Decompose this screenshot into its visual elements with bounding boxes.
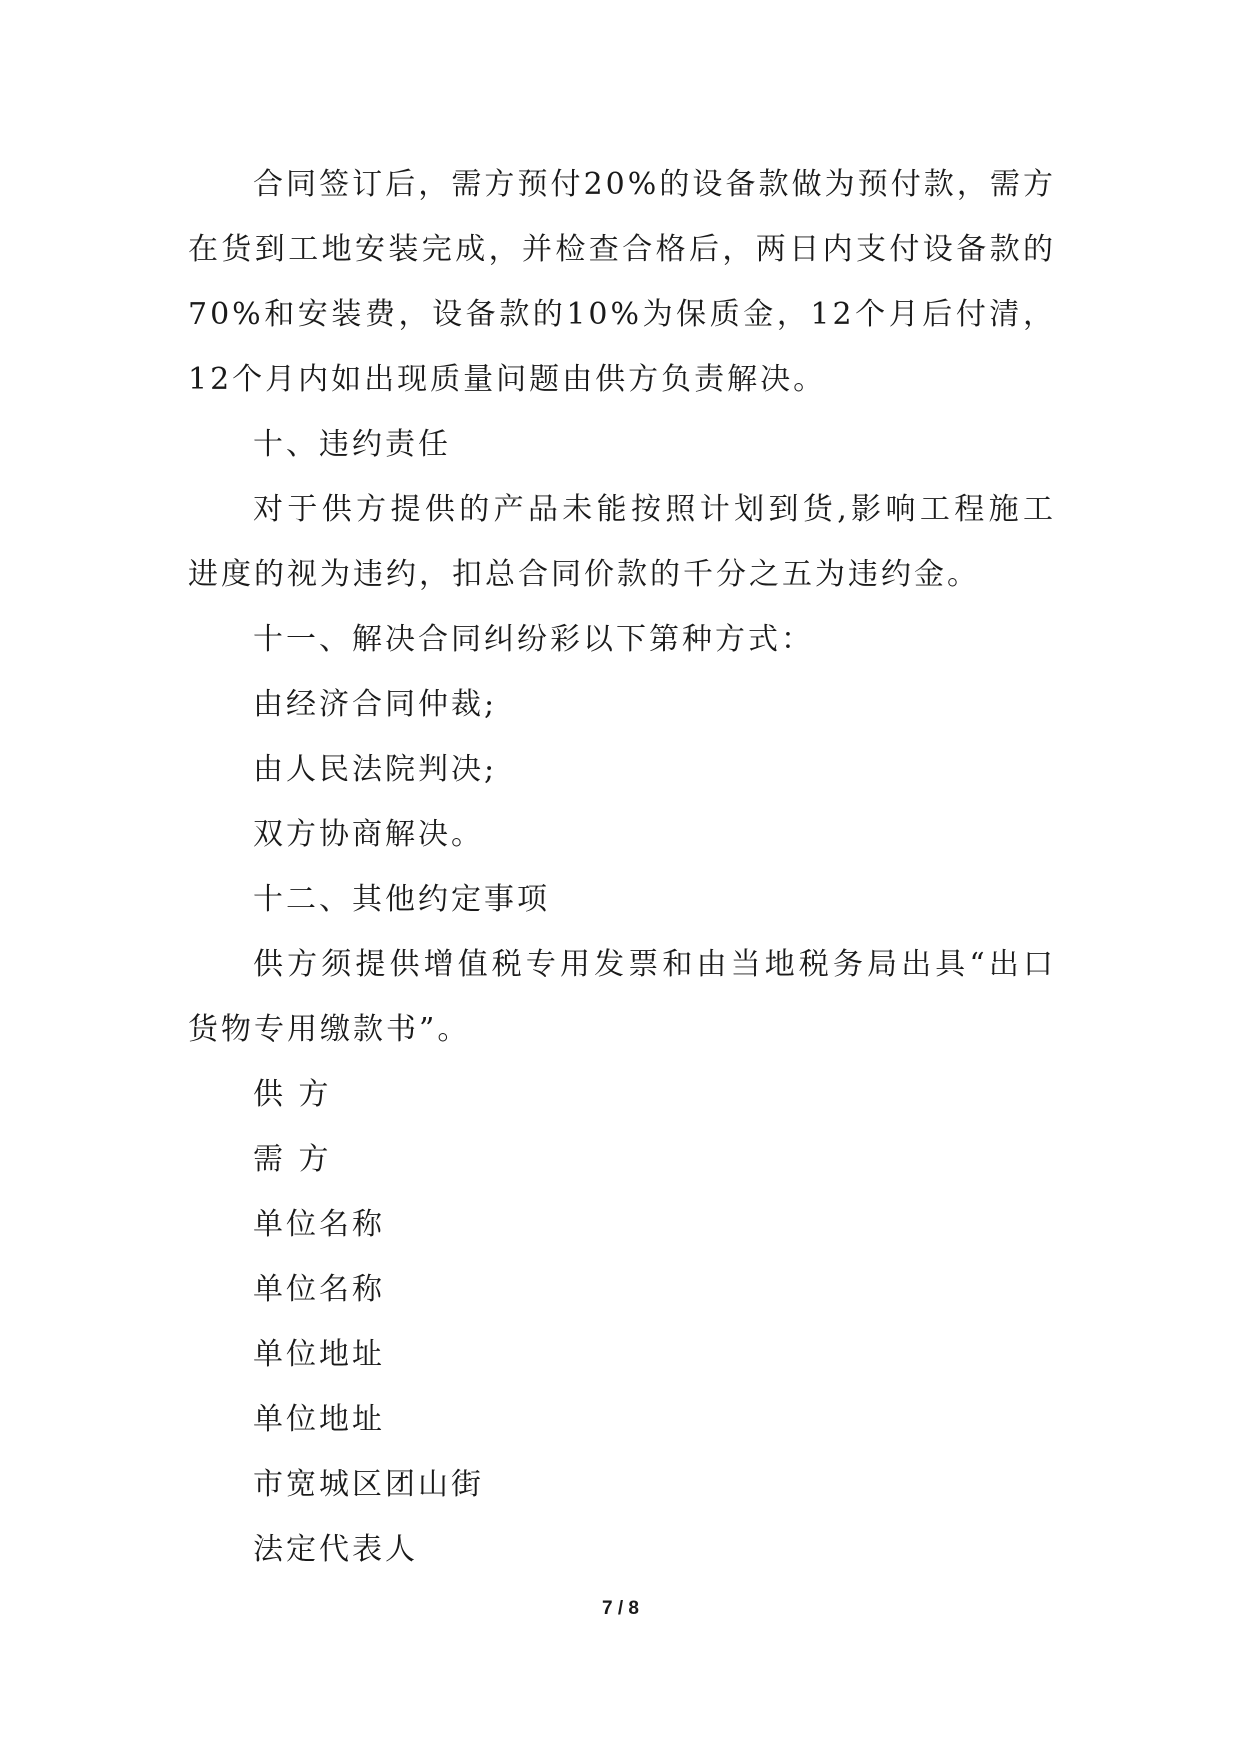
legal-representative-label: 法定代表人	[253, 1532, 418, 1567]
buyer-address-label: 单位地址	[253, 1402, 385, 1437]
supplier-company-name-label: 单位名称	[253, 1207, 385, 1242]
section-11-heading: 十一、解决合同纠纷彩以下第种方式：	[253, 622, 814, 657]
section-12-heading: 十二、其他约定事项	[253, 882, 550, 917]
breach-paragraph: 对于供方提供的产品未能按照计划到货,影响工程施工进度的视为违约，扣总合同价款的千分之五为违约金。	[188, 492, 1056, 592]
dispute-option-arbitration: 由经济合同仲裁;	[253, 687, 498, 722]
invoice-paragraph: 供方须提供增值税专用发票和由当地税务局出具“出口货物专用缴款书”。	[188, 947, 1056, 1047]
payment-terms-paragraph: 合同签订后，需方预付20%的设备款做为预付款，需方在货到工地安装完成，并检查合格后，两日内支付设备款的70%和安装费，设备款的10%为保质金，12个月后付清，12个月内如出现质量问题由供方负责解决。	[188, 167, 1056, 397]
section-10-heading: 十、违约责任	[253, 427, 451, 462]
supplier-address-label: 单位地址	[253, 1337, 385, 1372]
dispute-option-negotiation: 双方协商解决。	[253, 817, 484, 852]
dispute-option-court: 由人民法院判决;	[253, 752, 498, 787]
buyer-label: 需 方	[253, 1142, 332, 1177]
page-number: 7 / 8	[602, 1598, 639, 1619]
document-body	[188, 152, 1056, 1582]
buyer-company-name-label: 单位名称	[253, 1272, 385, 1307]
supplier-label: 供 方	[253, 1077, 332, 1112]
address-value: 市宽城区团山街	[253, 1467, 484, 1502]
